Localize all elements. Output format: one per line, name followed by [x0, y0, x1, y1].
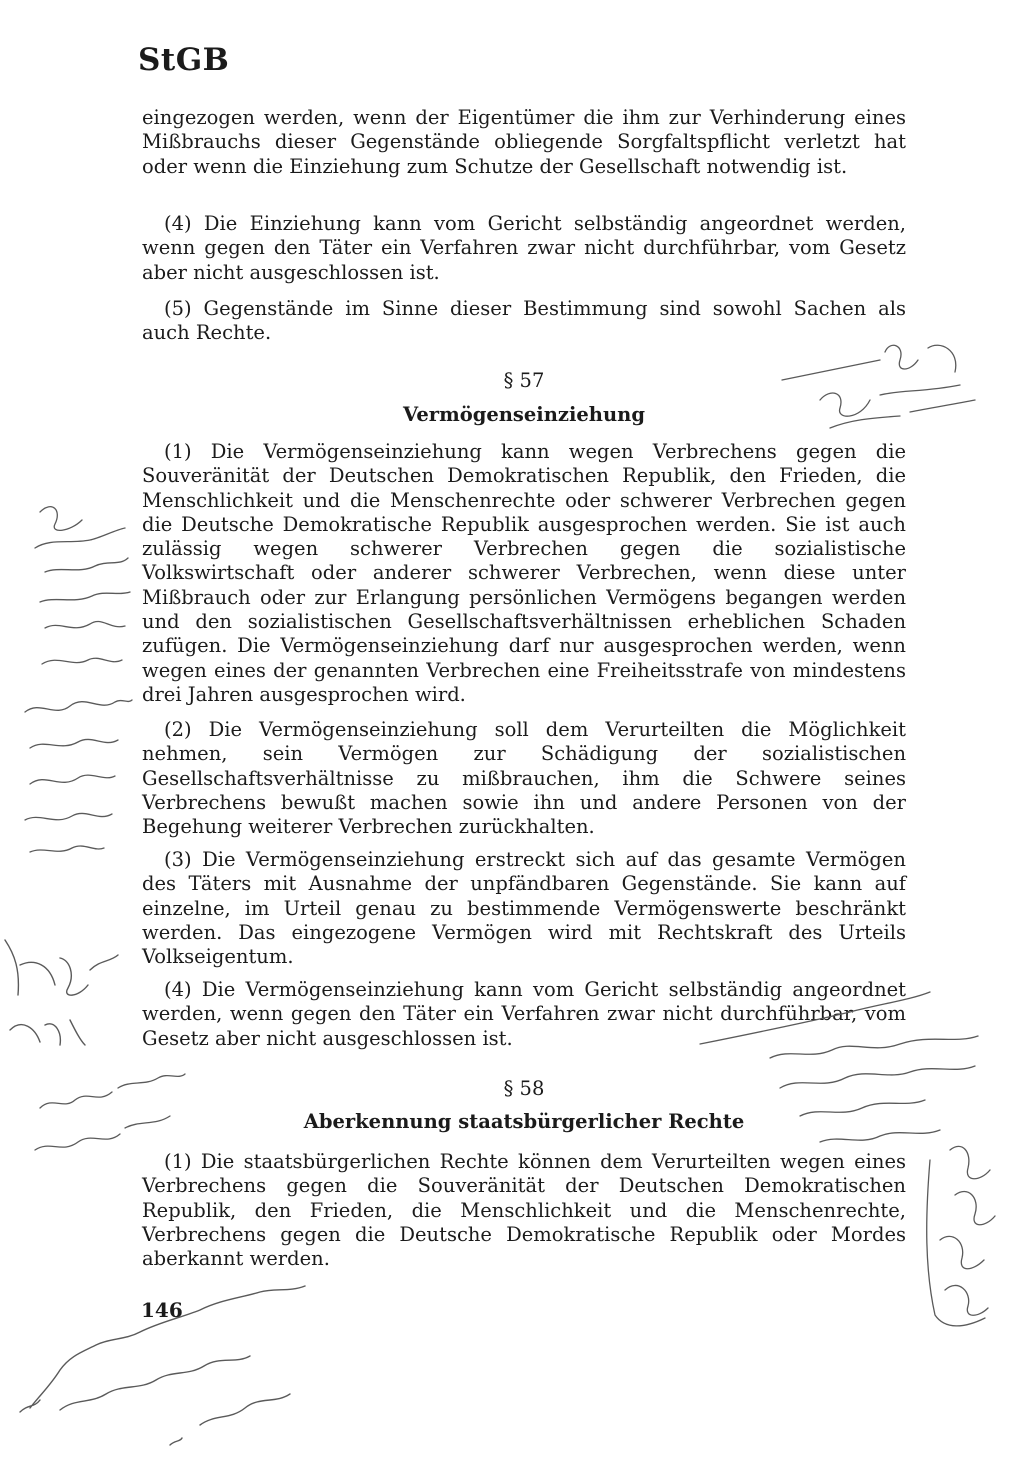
- section-title-57: Vermögenseinziehung: [403, 403, 645, 426]
- margin-scribble-left-lower: [5, 940, 118, 1045]
- margin-scribble-right-bottom: [927, 1146, 995, 1326]
- section-number-58: § 58: [503, 1077, 545, 1100]
- running-header-title: StGB: [138, 42, 230, 78]
- section-number-57: § 57: [503, 369, 545, 392]
- section-58-paragraph-1: (1) Die staatsbürgerlichen Rechte können dem Verurteilten wegen eines Verbrechens gegen die Souveränität der Deutschen Demokratischen Republik, den Frieden, die Menschlichkeit und die Menschenrechte, Verbrechens gegen die Deutsche Demokratische Republik oder Mordes aberkannt werden.: [142, 1150, 906, 1271]
- section-57-paragraph-3: (3) Die Vermögenseinziehung erstreckt sich auf das gesamte Vermögen des Täters mit Ausnahme der unpfändbaren Gegenstände. Sie kann auf einzelne, im Urteil genau zu bestimmende Vermögenswerte beschränkt werden. Das eingezogene Vermögen wird mit Rechtskraft des Urteils Volkseigentum.: [142, 848, 906, 969]
- paragraph-einziehung-4: (4) Die Einziehung kann vom Gericht selbständig angeordnet werden, wenn gegen den Täter ein Verfahren zwar nicht durchführbar, vom Gesetz aber nicht ausgeschlossen ist.: [142, 212, 906, 284]
- section-57-paragraph-4: (4) Die Vermögenseinziehung kann vom Gericht selbständig angeordnet werden, wenn gegen den Täter ein Verfahren zwar nicht durchführbar, vom Gesetz aber nicht ausgeschlossen ist.: [142, 978, 906, 1050]
- page-number: 146: [141, 1298, 183, 1322]
- section-57-paragraph-2: (2) Die Vermögenseinziehung soll dem Verurteilten die Möglichkeit nehmen, sein Vermögen zur Schädigung der sozialistischen Gesellschaftsverhältnisse zu mißbrauchen, ihm die Schwere seines Verbrechens bewußt machen sowie ihn und andere Personen von der Begehung weiterer Verbrechen zurückhalten.: [142, 718, 906, 839]
- paragraph-einziehung-5: (5) Gegenstände im Sinne dieser Bestimmung sind sowohl Sachen als auch Rechte.: [142, 297, 906, 345]
- margin-scribble-left-middle: [25, 700, 132, 852]
- section-57-paragraph-1: (1) Die Vermögenseinziehung kann wegen Verbrechens gegen die Souveränität der Deutschen Demokratischen Republik, den Frieden, die Menschlichkeit und die Menschenrechte oder schwerer Verbrechen gegen die Deutsche Demokratische Republik ausgesprochen werden. Sie ist auch zulässig wegen schwerer Verbrechen gegen die sozialistische Volkswirtschaft oder anderer schwerer Verbrechen, wenn diese unter Mißbrauch oder zur Erlangung persönlichen Vermögens begangen werden und den sozialistischen Gesellschaftsverhältnissen erheblichen Schaden zufügen. Die Vermögenseinziehung darf nur ausgesprochen werden, wenn wegen eines der genannten Verbrechen eine Freiheitsstrafe von mindestens drei Jahren ausgesprochen wird.: [142, 440, 906, 706]
- margin-scribble-left-upper: [35, 507, 130, 664]
- section-title-58: Aberkennung staatsbürgerlicher Rechte: [303, 1110, 745, 1133]
- paragraph-continuation: eingezogen werden, wenn der Eigentümer die ihm zur Verhinderung eines Mißbrauchs dieser Gegenstände obliegende Sorgfaltspflicht verletzt hat oder wenn die Einziehung zum Schutze der Gesellschaft notwendig ist.: [142, 106, 906, 178]
